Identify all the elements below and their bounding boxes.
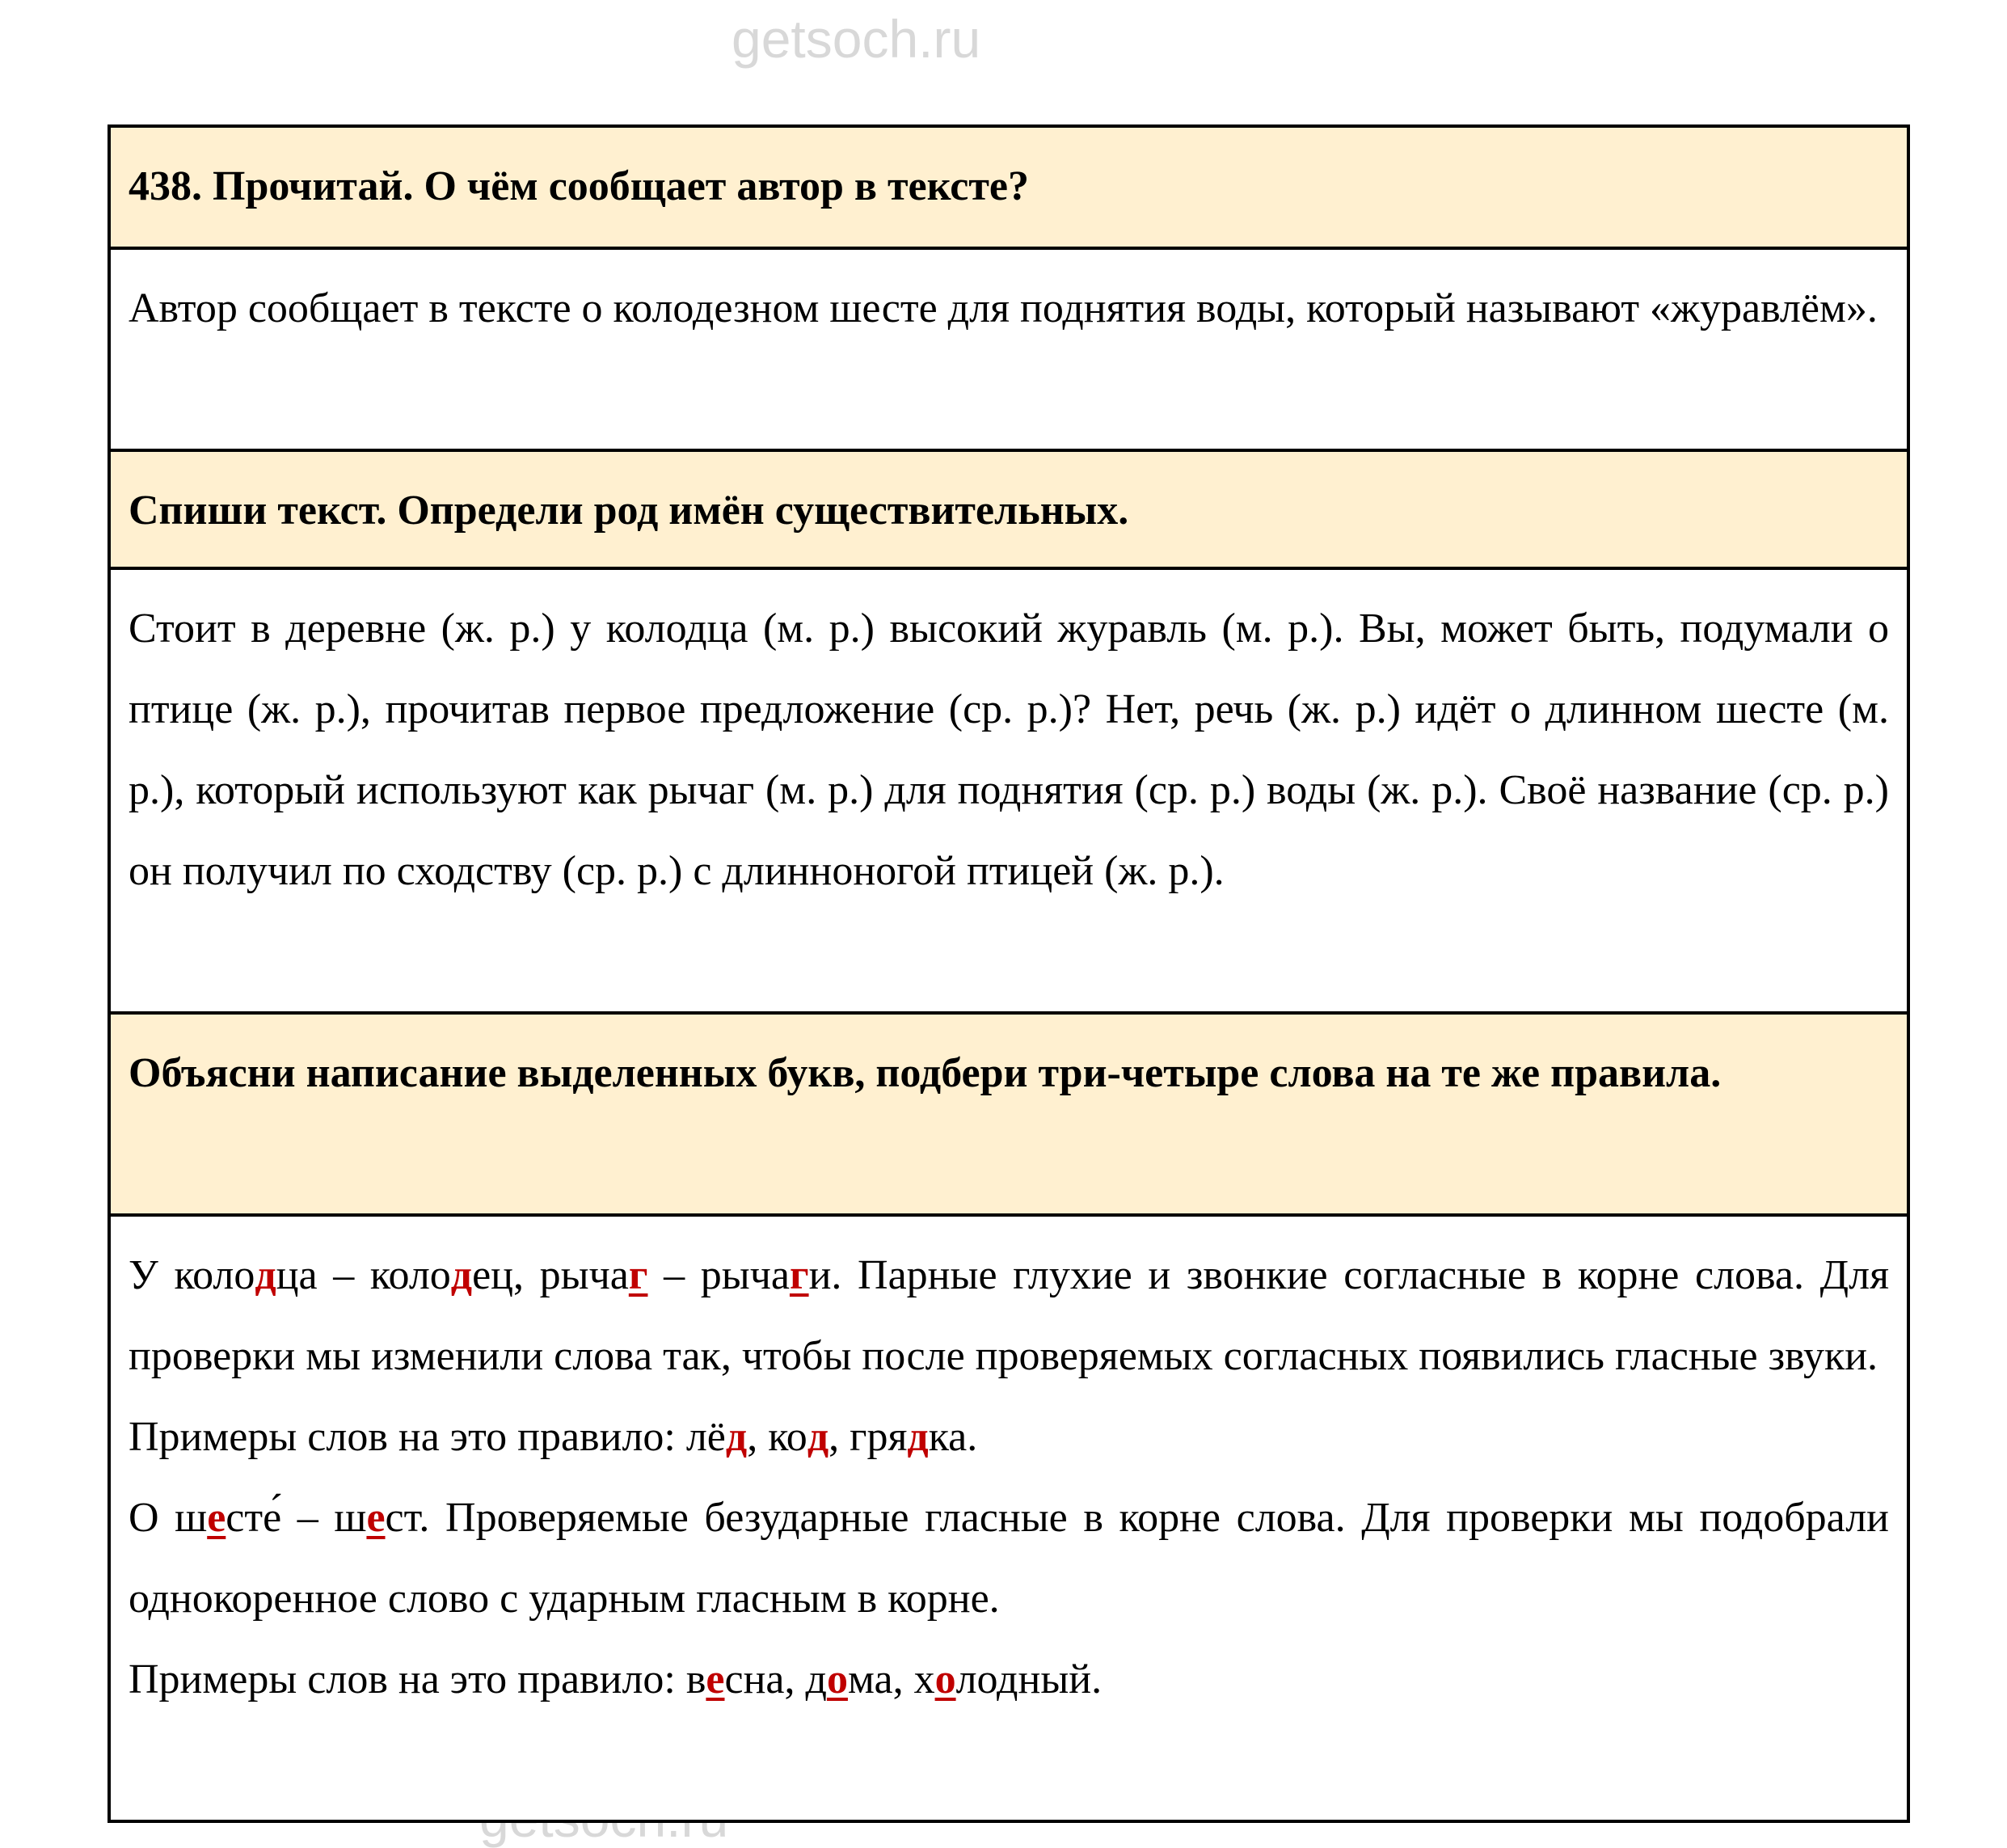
highlighted-letter: д [450, 1252, 473, 1298]
highlighted-letter: о [934, 1656, 956, 1702]
section-header: 438. Прочитай. О чём сообщает автор в тексте? [111, 128, 1907, 247]
section-header: Спиши текст. Определи род имён существительных. [111, 449, 1907, 567]
text-run: , гря [829, 1414, 908, 1460]
highlighted-letter: д [807, 1414, 829, 1460]
answer-table [108, 124, 1910, 1823]
text-run: Примеры слов на это правило: в [129, 1656, 706, 1702]
body-paragraph: Автор сообщает в тексте о колодезном шесте для поднятия воды, который называют «журавлём». [129, 285, 1878, 331]
text-run: О ш [129, 1495, 208, 1541]
section-body [111, 247, 1907, 449]
highlighted-letter: г [628, 1252, 648, 1298]
highlighted-letter: д [255, 1252, 276, 1298]
text-run: – рыча [647, 1252, 790, 1298]
text-run: , ко [747, 1414, 807, 1460]
text-run: сте́ – ш [226, 1495, 367, 1541]
body-paragraph [129, 1639, 1889, 1720]
highlighted-letter: д [907, 1414, 929, 1460]
highlighted-letter: е [366, 1495, 386, 1541]
body-paragraph: Стоит в деревне (ж. р.) у колодца (м. р.) высокий журавль (м. р.). Вы, может быть, подумали о птице (ж. р.), прочитав первое предложение (ср. р.)? Нет, речь (ж. р.) идёт о длинном шесте (м. р.), который используют как рычаг (м. р.) для поднятия (ср. р.) воды (ж. р.). Своё название (ср. р.) он получил по сходству (ср. р.) с длинноногой птицей (ж. р.). [129, 605, 1889, 894]
highlighted-letter: д [725, 1414, 748, 1460]
text-run: ма, х [847, 1656, 935, 1702]
text-run: Примеры слов на это правило: лё [129, 1414, 726, 1460]
body-paragraph [129, 1397, 1889, 1478]
section-body [111, 567, 1907, 1011]
text-run: сна, д [724, 1656, 827, 1702]
text-run: ка. [928, 1414, 978, 1460]
highlighted-letter: о [826, 1656, 848, 1702]
section-body [111, 1213, 1907, 1820]
highlighted-letter: е [207, 1495, 226, 1541]
body-paragraph [129, 1478, 1889, 1639]
section-header: Объясни написание выделенных букв, подбери три-четыре слова на те же правила. [111, 1011, 1907, 1213]
text-run: и. Парные глухие и звонкие согласные в корне слова. Для проверки мы изменили слова так, чтобы после проверяемых согласных появились гласные звуки. [129, 1252, 1889, 1379]
text-run: ец, рыча [472, 1252, 629, 1298]
text-run: У коло [129, 1252, 255, 1298]
highlighted-letter: г [789, 1252, 809, 1298]
body-paragraph [129, 1235, 1889, 1397]
highlighted-letter: е [706, 1656, 725, 1702]
text-run: ст. Проверяемые безударные гласные в корне слова. Для проверки мы подобрали однокоренное слово с ударным гласным в корне. [129, 1495, 1889, 1622]
watermark: getsoch.ru [732, 9, 981, 69]
text-run: лодный. [955, 1656, 1103, 1702]
text-run: ца – коло [276, 1252, 451, 1298]
